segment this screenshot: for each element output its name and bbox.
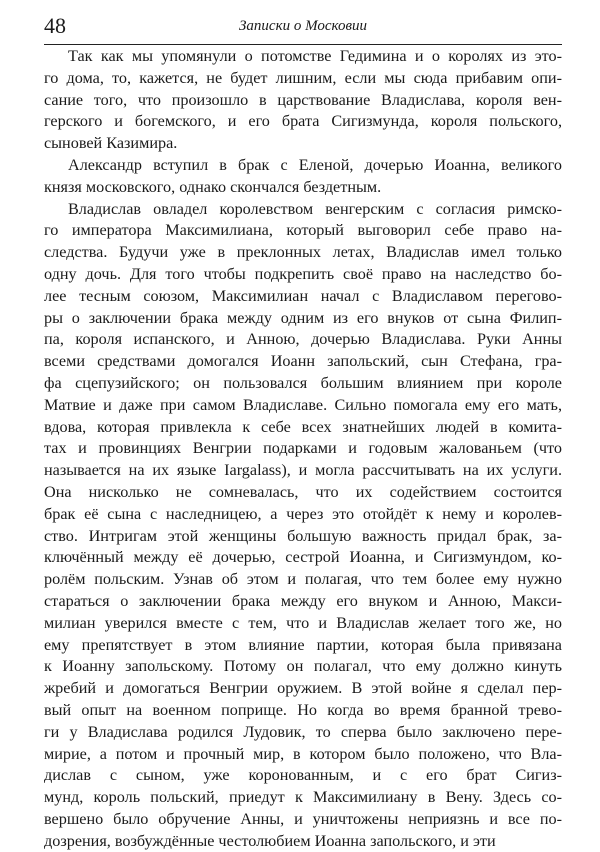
running-header: [44, 8, 562, 45]
text-line: Александр вступил в брак с Еленой, дочерью Иоанна, великого: [68, 155, 562, 174]
paragraph: [44, 46, 562, 155]
text-line: сание того, что произошло в царствование Владислава, короля вен-: [44, 90, 562, 109]
paragraph: [44, 199, 562, 852]
text-line: ролём польским. Узнав об этом и полагая, что тем более ему нужно: [44, 570, 562, 589]
text-line: одну дочь. Для того чтобы подкрепить своё право на наследство бо-: [44, 264, 562, 283]
text-line: к Иоанну запольскому. Потому он полагал, что ему должно кинуть: [44, 657, 562, 676]
body-text: [44, 46, 562, 852]
text-line: милиан уверился вместе с тем, что и Владислав желает того же, но: [44, 613, 562, 632]
text-line: мирие, а потом и прочный мир, в котором было положено, что Вла-: [44, 744, 562, 763]
text-line: вдова, которая привлекла к себе всех знатнейших людей в комита-: [44, 417, 562, 436]
text-line: следства. Будучи уже в преклонных летах, Владислав имел только: [44, 243, 562, 262]
text-line: го дома, то, кажется, не будет лишним, если мы сюда прибавим опи-: [44, 68, 562, 87]
text-line: сыновей Казимира.: [44, 134, 178, 153]
text-line: дислав с сыном, уже коронованным, и с его брат Сигиз-: [44, 766, 562, 785]
text-line: ги у Владислава родился Лудовик, то сперва было заключено пере-: [44, 722, 562, 741]
text-line: фа сцепузийского; он пользовался большим влиянием при короле: [44, 373, 562, 392]
text-line: вершено было обручение Анны, и уничтожены неприязнь и все по-: [44, 809, 562, 828]
text-line: вый опыт на военном поприще. Но когда во время бранной трево-: [44, 700, 562, 719]
text-line: тах и провинциях Венгрии подарками и годовым жалованьем (что: [44, 439, 562, 458]
text-line: ключённый между её дочерью, сестрой Иоанна, и Сигизмундом, ко-: [44, 548, 562, 567]
text-line: па, короля испанского, и Анною, дочерью Владислава. Руки Анны: [44, 330, 562, 349]
text-line: Владислав овладел королевством венгерским с согласия римско-: [68, 199, 562, 218]
text-line: ему препятствует в этом влияние партии, которая была привязана: [44, 635, 562, 654]
text-line: ство. Интригам этой женщины большую важность придал брак, за-: [44, 526, 562, 545]
text-line: мунд, король польский, приедут к Максимилиану в Вену. Здесь со-: [44, 788, 562, 807]
text-line: го императора Максимилиана, который выговорил себе право на-: [44, 221, 562, 240]
text-line: всеми средствами домогался Иоанн запольский, сын Стефана, гра-: [44, 352, 562, 371]
page-number: 48: [44, 13, 66, 38]
text-line: Она нисколько не сомневалась, что их содействием состоится: [44, 482, 562, 501]
text-line: называется на их языке Iargalass), и могла рассчитывать на их услуги.: [44, 461, 562, 480]
text-line: князя московского, однако скончался бездетным.: [44, 177, 382, 196]
text-line: Матвие и даже при самом Владиславе. Сильно помогала ему его мать,: [44, 395, 562, 414]
paragraph: [44, 155, 562, 199]
text-line: герского и богемского, и его брата Сигизмунда, короля польского,: [44, 112, 562, 131]
text-line: стараться о заключении брака между его внуком и Анною, Макси-: [44, 591, 562, 610]
text-line: ры о заключении брака между одним из его внуков от сына Филип-: [44, 308, 562, 327]
text-line: лее тесным союзом, Максимилиан начал с Владиславом перегово-: [44, 286, 562, 305]
text-line: дозрения, возбуждённые честолюбием Иоанна запольского, и эти: [44, 831, 496, 850]
text-line: жребий и домогаться Венгрии оружием. В этой войне я сделал пер-: [44, 679, 562, 698]
running-title: Записки о Московии: [239, 18, 367, 34]
text-line: брак её сына с наследницею, а через это отойдёт к нему и королев-: [44, 504, 562, 523]
text-line: Так как мы упомянули о потомстве Гедимина и о королях из это-: [68, 47, 562, 65]
